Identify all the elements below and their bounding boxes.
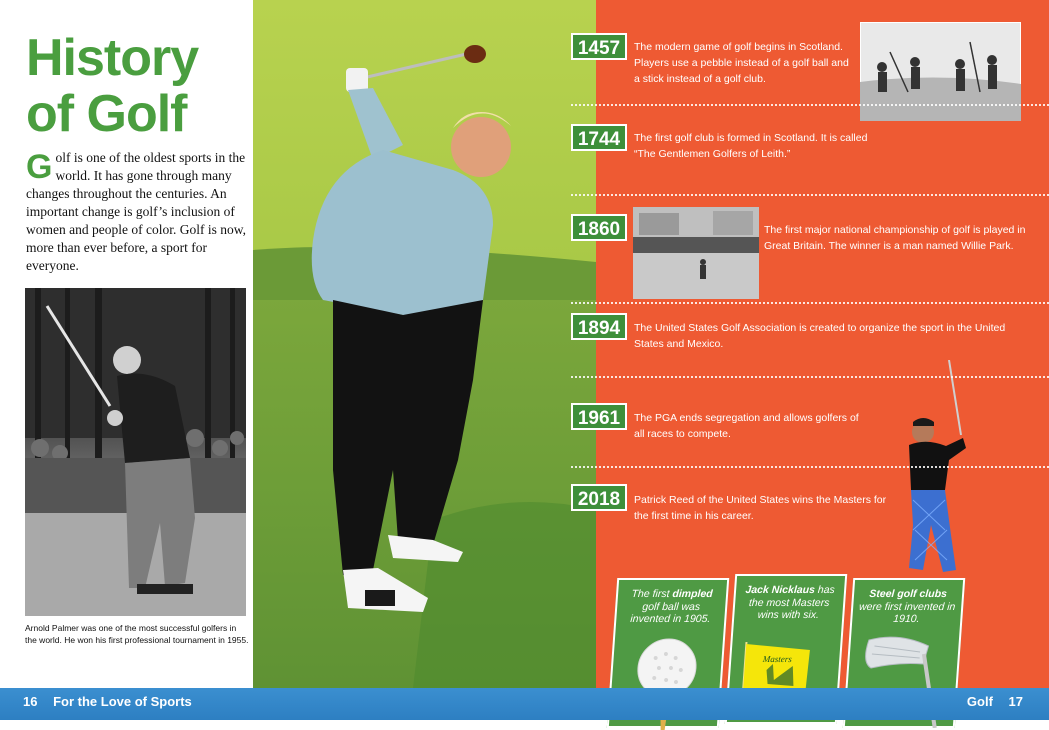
fact-text: Steel golf clubs were first invented in 1910. (858, 588, 956, 625)
fact-text: The first dimpled golf ball was invented in 1905. (629, 588, 714, 625)
page-footer (0, 688, 1049, 720)
timeline-year-badge: 2018 (571, 484, 627, 511)
timeline-entry-text: The modern game of golf begins in Scotland. Players use a pebble instead of a golf ball and a stick instead of a golf club. (634, 41, 849, 85)
timeline-entry-text: The first major national championship of golf is played in Great Britain. The winner is a man named Willie Park. (764, 224, 1026, 252)
timeline-divider (571, 376, 1049, 378)
page-number-left: 16 (23, 694, 38, 709)
old-golf-engraving (860, 22, 1021, 121)
patrick-reed-photo (901, 360, 976, 580)
left-column (0, 0, 253, 688)
timeline-entry-text: The United States Golf Association is created to organize the sport in the United States and Mexico. (634, 322, 1006, 350)
timeline-year-badge: 1744 (571, 124, 627, 151)
jack-nicklaus-photo (253, 0, 596, 688)
drop-cap: G (26, 148, 53, 186)
footer-right (961, 688, 1029, 720)
timeline-entry-text: The first golf club is formed in Scotland. It is called “The Gentlemen Golfers of Leith.” (634, 132, 868, 160)
arnold-palmer-photo (25, 288, 246, 616)
fact-text: Jack Nicklaus has the most Masters wins with six. (745, 584, 836, 621)
timeline-divider (571, 194, 1049, 196)
golfer-illustration (253, 0, 596, 688)
timeline-divider (571, 302, 1049, 304)
palmer-illustration (25, 288, 246, 616)
book-title: For the Love of Sports (53, 694, 192, 709)
timeline-divider (571, 466, 1049, 468)
timeline-year-badge: 1894 (571, 313, 627, 340)
page-title (26, 30, 246, 142)
flag-text: Masters (762, 654, 793, 664)
chapter-title: Golf (966, 694, 993, 709)
palmer-caption: Arnold Palmer was one of the most successful golfers in the world. He won his first professional tournament in 1955. (25, 623, 249, 645)
timeline-year-badge: 1860 (571, 214, 627, 241)
timeline-entry-text: The PGA ends segregation and allows golfers of all races to compete. (634, 412, 859, 440)
timeline-year-badge: 1457 (571, 33, 627, 60)
timeline-divider (571, 104, 1049, 106)
old-championship-photo (633, 207, 759, 299)
timeline-entry-text: Patrick Reed of the United States wins the Masters for the first time in his career. (634, 494, 887, 522)
intro-paragraph (26, 149, 248, 275)
title-line-1: History (26, 29, 199, 87)
footer-left (17, 688, 198, 720)
intro-text: olf is one of the oldest sports in the world. It has gone through many changes throughout the centuries. An important change is golf’s inclusion of women and people of color. Golf is now, more than ever before, a sport for everyone. (26, 150, 246, 273)
page-number-right: 17 (1008, 694, 1023, 709)
title-line-2: of Golf (26, 85, 187, 143)
timeline-panel (577, 0, 1049, 688)
timeline-year-badge: 1961 (571, 403, 627, 430)
